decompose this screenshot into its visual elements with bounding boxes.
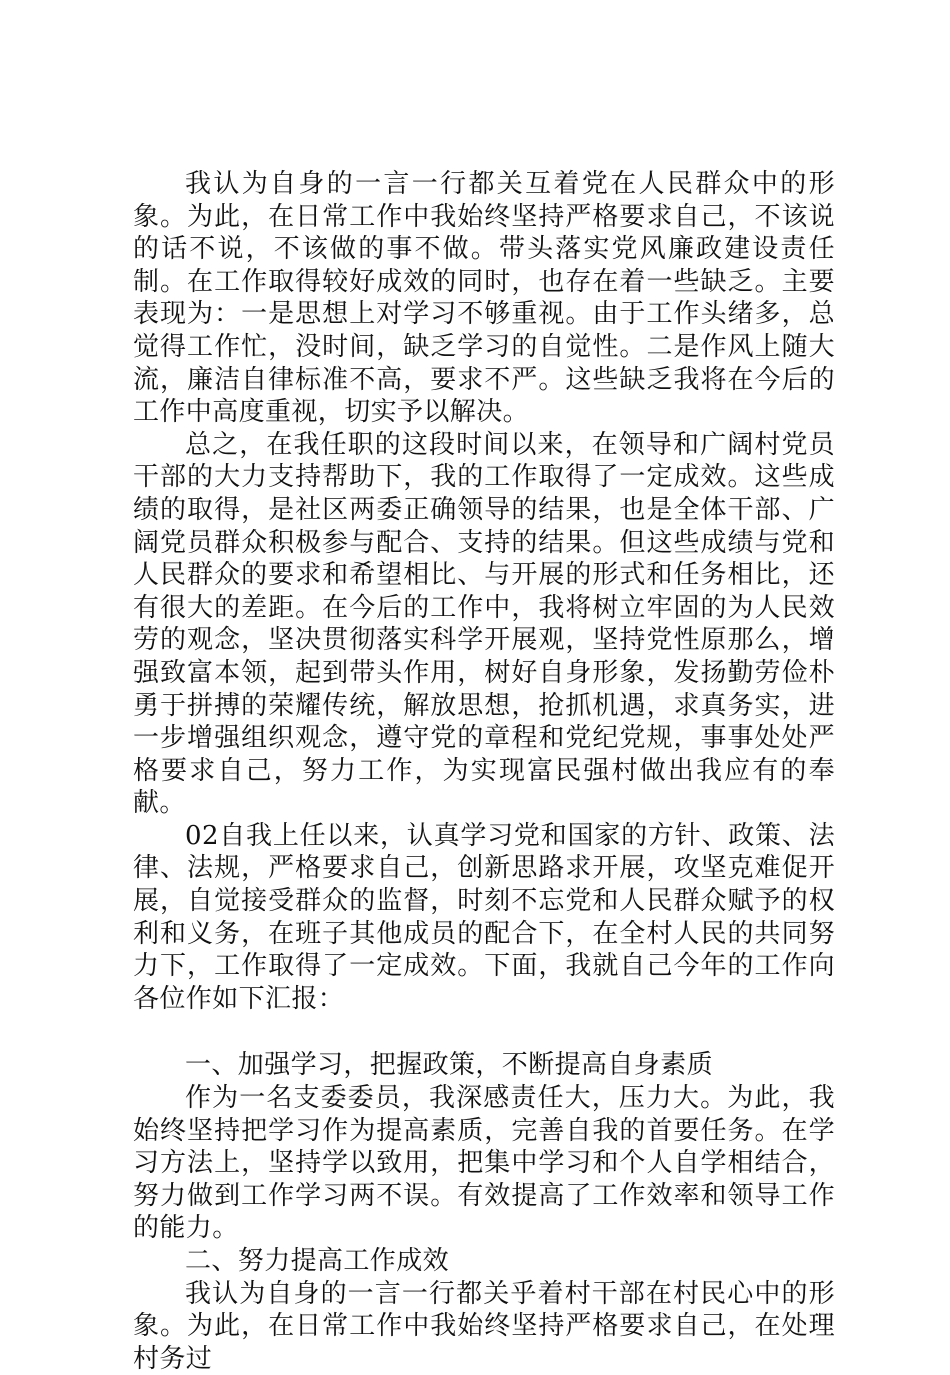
document-body	[133, 168, 835, 1375]
paragraph-summary: 总之，在我任职的这段时间以来，在领导和广阔村党员干部的大力支持帮助下，我的工作取得了一定成效。这些成绩的取得，是社区两委正确领导的结果，也是全体干部、广阔党员群众积极参与配合、支持的结果。但这些成绩与党和人民群众的要求和希望相比、与开展的形式和任务相比，还有很大的差距。在今后的工作中，我将树立牢固的为人民效劳的观念，坚决贯彻落实科学开展观，坚持党性原那么，增强致富本领，起到带头作用，树好自身形象，发扬勤劳俭朴勇于拼搏的荣耀传统，解放思想，抢抓机遇，求真务实，进一步增强组织观念，遵守党的章程和党纪党规，事事处处严格要求自己，努力工作，为实现富民强村做出我应有的奉献。	[133, 429, 835, 819]
section-heading-study: 一、加强学习，把握政策，不断提高自身素质	[185, 1050, 714, 1081]
paragraph-self-image-shortcomings: 我认为自身的一言一行都关互着党在人民群众中的形象。为此，在日常工作中我始终坚持严格要求自己，不该说的话不说，不该做的事不做。带头落实党风廉政建设责任制。在工作取得较好成效的同时，也存在着一些缺乏。主要表现为：一是思想上对学习不够重视。由于工作头绪多，总觉得工作忙，没时间，缺乏学习的自觉性。二是作风上随大流，廉洁自律标准不高，要求不严。这些缺乏我将在今后的工作中高度重视，切实予以解决。	[133, 169, 835, 428]
paragraph-study: 作为一名支委委员，我深感责任大，压力大。为此，我始终坚持把学习作为提高素质，完善自我的首要任务。在学习方法上，坚持学以致用，把集中学习和个人自学相结合，努力做到工作学习两不误。有效提高了工作效率和领导工作的能力。	[133, 1083, 835, 1244]
paragraph-effectiveness: 我认为自身的一言一行都关乎着村干部在村民心中的形象。为此，在日常工作中我始终坚持严格要求自己，在处理村务过	[133, 1278, 835, 1374]
section-heading-effectiveness: 二、努力提高工作成效	[185, 1246, 450, 1276]
paragraph-report-intro: 02自我上任以来，认真学习党和国家的方针、政策、法律、法规，严格要求自己，创新思路求开展，攻坚克难促开展，自觉接受群众的监督，时刻不忘党和人民群众赋予的权利和义务，在班子其他成员的配合下，在全村人民的共同努力下，工作取得了一定成效。下面，我就自己今年的工作向各位作如下汇报：	[133, 820, 835, 1014]
